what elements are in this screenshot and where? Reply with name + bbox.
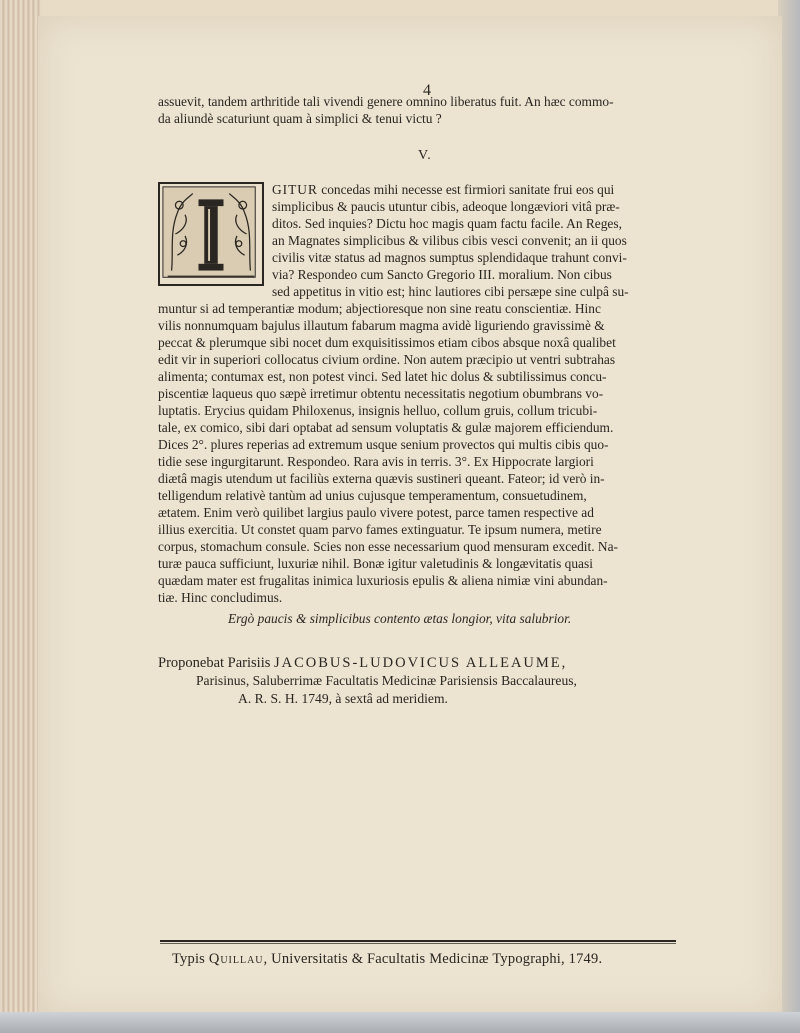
text-line: corpus, stomachum consule. Scies non esse necessarium quod mensuram excedit. Na- <box>158 539 618 554</box>
text-line: assuevit, tandem arthritide tali vivendi genere omnino liberatus fuit. An hæc commo- <box>158 94 614 109</box>
text-line: vilis nonnumquam bajulus illautum fabarum magma avidè liguriendo gravissimè & <box>158 318 605 333</box>
text-line: an Magnates simplicibus & vilibus cibis vesci convenit; an ii quos <box>272 233 627 248</box>
text-line: edit vir in superiori collocatus civium ordine. Non autem præcipio ut ventri subtrahas <box>158 352 616 367</box>
opening-word: GITUR <box>272 182 318 197</box>
text-line: sed appetitus in vitio est; hinc lautiores cibi persæpe sine culpâ su- <box>272 284 629 299</box>
text-line: diætâ magis utendum ut faciliùs externa quævis sustineri queant. Fateor; id verò in- <box>158 471 605 486</box>
scan-bottom-edge <box>0 1012 800 1033</box>
text-line: da aliundè scaturiunt quam à simplici & tenui victu ? <box>158 111 442 126</box>
section-label: V. <box>418 148 432 163</box>
text-line: muntur si ad temperantiæ modum; abjectioresque non sine reatu conscientiæ. Hinc <box>158 301 601 316</box>
text-line: via? Respondeo cum Sancto Gregorio III. moralium. Non cibus <box>272 267 612 282</box>
page-number: 4 <box>423 82 431 99</box>
text-line: luptatis. Erycius quidam Philoxenus, insignis helluo, collum gruis, collum tricubi- <box>158 403 598 418</box>
proponent-line: Proponebat Parisiis JACOBUS-LUDOVICUS ALLEAUME, <box>158 655 568 671</box>
proponent-name: JACOBUS-LUDOVICUS ALLEAUME, <box>274 655 568 671</box>
divider <box>160 943 676 944</box>
divider <box>160 940 676 942</box>
text-line-opening: GITUR concedas mihi necesse est firmiori sanitate frui eos qui <box>272 182 615 197</box>
text-line: tidie sese ingurgitarunt. Respondeo. Rara avis in terris. 3°. Ex Hippocrate largiori <box>158 454 594 469</box>
text-line: civilis vitæ status ad magnos sumptus splendidaque trahunt convi- <box>272 250 627 265</box>
text-line: ditos. Sed inquies? Dictu hoc magis quam factu facile. An Reges, <box>272 216 622 231</box>
printer-colophon: Typis Quillau, Universitatis & Facultatis Medicinæ Typographi, 1749. <box>172 951 603 967</box>
text-line: Dices 2°. plures reperias ad extremum usque senium provectos qui multis cibis quo- <box>158 437 609 452</box>
text-line: ætatem. Enim verò quilibet largius paulo vivere potest, parce tamen respective ad <box>158 505 594 520</box>
text-line: tiæ. Hinc concludimus. <box>158 590 283 605</box>
text-line: alimenta; contumax est, non potest vinci. Sed latet hic dolus & subtilissimus concu- <box>158 369 607 384</box>
text-line: quædam mater est frugalitas inimica luxuriosis epulis & aliena nimiæ vini abundan- <box>158 573 608 588</box>
proponent-affiliation: Parisinus, Saluberrimæ Facultatis Medicinæ Parisiensis Baccalaureus, <box>196 673 577 688</box>
text-line: tale, ex comico, sibi dari optabat ad sensum voluptatis & gulæ majorem efficiendum. <box>158 420 614 435</box>
text-line: telligendum relativè tantùm ad unius cujusque temperamentum, consuetudinem, <box>158 488 587 503</box>
text-line: simplicibus & paucis utuntur cibis, adeoque longæviori vitâ præ- <box>272 199 620 214</box>
printer-name: Quillau <box>208 951 264 967</box>
text-line: illius exercitia. Ut constet quam parvo fames extinguatur. Te ipsum numera, metire <box>158 522 602 537</box>
text-line: turæ pauca sufficiunt, luxuriæ nihil. Bonæ igitur valetudinis & longævitatis quasi <box>158 556 593 571</box>
conclusion: Ergò paucis & simplicibus contento ætas longior, vita salubrior. <box>228 611 572 626</box>
text-line: peccat & plerumque sibi nocet dum exquisitissimos etiam cibos absque noxâ qualibet <box>158 335 616 350</box>
ornament-icon <box>160 184 262 284</box>
text-line: piscentiæ laqueus quo sæpè irretimur obtentu necessitatis negotium obumbrans vo- <box>158 386 604 401</box>
proponent-date: A. R. S. H. 1749, à sextâ ad meridiem. <box>238 691 448 706</box>
page-edges <box>0 0 42 1033</box>
ornamental-initial <box>158 182 264 286</box>
